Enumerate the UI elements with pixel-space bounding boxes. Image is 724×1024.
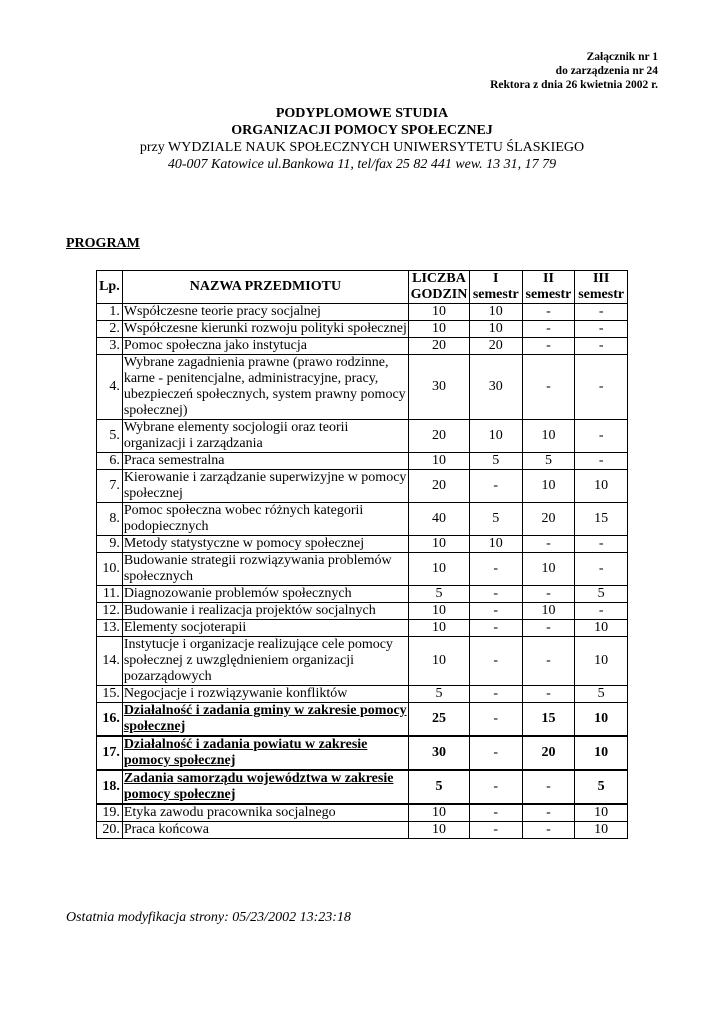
hours-total: 10 <box>409 553 470 586</box>
semester-3-hours: - <box>575 453 628 470</box>
subject-name: Negocjacje i rozwiązywanie konfliktów <box>122 686 408 703</box>
semester-2-hours: - <box>522 770 575 804</box>
table-row <box>97 553 628 586</box>
semester-1-hours: 10 <box>469 321 522 338</box>
row-number: 1. <box>97 304 123 321</box>
hours-total: 10 <box>409 620 470 637</box>
header-sem-1-line-1: I <box>493 271 499 286</box>
semester-1-hours: - <box>469 637 522 686</box>
subject-name: Instytucje i organizacje realizujące cele pomocy społecznej z uwzględnieniem organizacji pozarządowych <box>122 637 408 686</box>
subject-name: Pomoc społeczna jako instytucja <box>122 338 408 355</box>
semester-2-hours: 10 <box>522 603 575 620</box>
subject-name: Budowanie strategii rozwiązywania problemów społecznych <box>122 553 408 586</box>
semester-2-hours: 10 <box>522 470 575 503</box>
semester-2-hours: 10 <box>522 420 575 453</box>
semester-2-hours: - <box>522 355 575 420</box>
hours-total: 10 <box>409 304 470 321</box>
table-row <box>97 637 628 686</box>
table-row <box>97 822 628 839</box>
table-row <box>97 503 628 536</box>
row-number: 6. <box>97 453 123 470</box>
row-number: 9. <box>97 536 123 553</box>
semester-1-hours: 10 <box>469 304 522 321</box>
semester-1-hours: - <box>469 703 522 737</box>
semester-2-hours: - <box>522 321 575 338</box>
program-table <box>96 270 628 839</box>
semester-3-hours: 10 <box>575 822 628 839</box>
semester-2-hours: - <box>522 804 575 822</box>
subject-name: Elementy socjoterapii <box>122 620 408 637</box>
document-header <box>0 105 724 173</box>
semester-2-hours: 20 <box>522 503 575 536</box>
semester-1-hours: - <box>469 620 522 637</box>
semester-2-hours: - <box>522 822 575 839</box>
semester-3-hours: - <box>575 420 628 453</box>
hours-total: 10 <box>409 804 470 822</box>
row-number: 4. <box>97 355 123 420</box>
row-number: 2. <box>97 321 123 338</box>
row-number: 3. <box>97 338 123 355</box>
semester-1-hours: - <box>469 586 522 603</box>
semester-1-hours: 30 <box>469 355 522 420</box>
header-sem-3 <box>575 271 628 304</box>
program-heading: PROGRAM <box>66 236 140 251</box>
semester-3-hours: - <box>575 321 628 338</box>
semester-3-hours: 10 <box>575 703 628 737</box>
title-line-1: PODYPLOMOWE STUDIA <box>275 106 449 121</box>
semester-1-hours: - <box>469 822 522 839</box>
semester-2-hours: - <box>522 686 575 703</box>
table-row <box>97 703 628 737</box>
semester-3-hours: 5 <box>575 686 628 703</box>
semester-2-hours: - <box>522 620 575 637</box>
semester-1-hours: - <box>469 736 522 770</box>
subject-name: Budowanie i realizacja projektów socjalnych <box>122 603 408 620</box>
row-number: 14. <box>97 637 123 686</box>
row-number: 10. <box>97 553 123 586</box>
table-row <box>97 420 628 453</box>
hours-total: 10 <box>409 603 470 620</box>
table-row <box>97 603 628 620</box>
subject-name: Etyka zawodu pracownika socjalnego <box>122 804 408 822</box>
hours-total: 25 <box>409 703 470 737</box>
subject-name: Wybrane elementy socjologii oraz teorii organizacji i zarządzania <box>122 420 408 453</box>
semester-1-hours: 5 <box>469 503 522 536</box>
subject-name: Pomoc społeczna wobec różnych kategorii podopiecznych <box>122 503 408 536</box>
subject-name: Współczesne kierunki rozwoju polityki społecznej <box>123 321 407 336</box>
semester-3-hours: 15 <box>575 503 628 536</box>
row-number: 11. <box>97 586 123 603</box>
semester-3-hours: 10 <box>575 620 628 637</box>
semester-1-hours: - <box>469 804 522 822</box>
semester-3-hours: 5 <box>575 770 628 804</box>
header-hours-line-1: LICZBA <box>412 271 466 286</box>
table-row <box>97 736 628 770</box>
row-number: 7. <box>97 470 123 503</box>
header-sem-1-line-2: semestr <box>472 287 519 302</box>
hours-total: 20 <box>409 420 470 453</box>
semester-2-hours: - <box>522 637 575 686</box>
table-header-row <box>97 271 628 304</box>
header-sem-2-line-2: semestr <box>525 287 572 302</box>
hours-total: 20 <box>409 338 470 355</box>
subject-name: Działalność i zadania gminy w zakresie pomocy społecznej <box>123 703 407 734</box>
semester-3-hours: 10 <box>575 470 628 503</box>
semester-3-hours: 10 <box>575 637 628 686</box>
faculty-line: przy WYDZIALE NAUK SPOŁECZNYCH UNIWERSYTETU ŚLASKIEGO <box>139 140 585 155</box>
row-number: 12. <box>97 603 123 620</box>
subject-name: Praca semestralna <box>122 453 408 470</box>
subject-name: Działalność i zadania powiatu w zakresie pomocy społecznej <box>122 736 408 770</box>
annex-line-1: Załącznik nr 1 <box>586 51 658 63</box>
header-sem-3-line-2: semestr <box>578 287 625 302</box>
row-number: 8. <box>97 503 123 536</box>
hours-total: 40 <box>409 503 470 536</box>
hours-total: 5 <box>409 770 470 804</box>
row-number: 19. <box>97 804 123 822</box>
semester-1-hours: 20 <box>469 338 522 355</box>
table-row <box>97 686 628 703</box>
row-number: 20. <box>97 822 123 839</box>
hours-total: 30 <box>409 736 470 770</box>
hours-total: 10 <box>409 536 470 553</box>
table-row <box>97 586 628 603</box>
header-name: NAZWA PRZEDMIOTU <box>122 271 408 304</box>
row-number: 16. <box>97 703 123 737</box>
row-number: 13. <box>97 620 123 637</box>
row-number: 5. <box>97 420 123 453</box>
subject-name: Zadania samorządu województwa w zakresie pomocy społecznej <box>122 770 408 804</box>
table-row <box>97 453 628 470</box>
row-number: 15. <box>97 686 123 703</box>
table-row <box>97 770 628 804</box>
table-row <box>97 620 628 637</box>
semester-1-hours: - <box>469 470 522 503</box>
semester-3-hours: - <box>575 338 628 355</box>
table-row <box>97 355 628 420</box>
semester-3-hours: 10 <box>575 804 628 822</box>
semester-1-hours: - <box>469 770 522 804</box>
semester-3-hours: - <box>575 304 628 321</box>
semester-3-hours: 10 <box>575 736 628 770</box>
semester-3-hours: - <box>575 603 628 620</box>
hours-total: 10 <box>409 822 470 839</box>
subject-name: Metody statystyczne w pomocy społecznej <box>122 536 408 553</box>
table-row <box>97 470 628 503</box>
header-sem-2-line-1: II <box>543 271 554 286</box>
row-number: 17. <box>97 736 123 770</box>
hours-total: 5 <box>409 586 470 603</box>
semester-1-hours: - <box>469 603 522 620</box>
address-line: 40-007 Katowice ul.Bankowa 11, tel/fax 25 82 441 wew. 13 31, 17 79 <box>167 157 557 172</box>
semester-2-hours: - <box>522 304 575 321</box>
semester-2-hours: - <box>522 586 575 603</box>
semester-1-hours: 10 <box>469 420 522 453</box>
hours-total: 30 <box>409 355 470 420</box>
semester-3-hours: - <box>575 536 628 553</box>
header-lp: Lp. <box>97 271 123 304</box>
semester-3-hours: - <box>575 355 628 420</box>
table-body <box>97 304 628 839</box>
hours-total: 10 <box>409 637 470 686</box>
semester-1-hours: - <box>469 686 522 703</box>
semester-2-hours: 20 <box>522 736 575 770</box>
subject-name: Kierowanie i zarządzanie superwizyjne w pomocy społecznej <box>122 470 408 503</box>
hours-total: 20 <box>409 470 470 503</box>
last-modified-note: Ostatnia modyfikacja strony: 05/23/2002 13:23:18 <box>66 910 351 925</box>
annex-note <box>490 50 658 92</box>
subject-name: Diagnozowanie problemów społecznych <box>122 586 408 603</box>
semester-3-hours: - <box>575 553 628 586</box>
header-hours <box>409 271 470 304</box>
hours-total: 10 <box>409 321 470 338</box>
table-row <box>97 804 628 822</box>
table-row <box>97 321 628 338</box>
subject-name: Wybrane zagadnienia prawne (prawo rodzinne, karne - penitencjalne, administracyjne, pracy, ubezpieczeń społecznych, system prawny pomocy społecznej) <box>122 355 408 420</box>
subject-name: Współczesne teorie pracy socjalnej <box>122 304 408 321</box>
table-row <box>97 536 628 553</box>
table-row <box>97 338 628 355</box>
semester-2-hours: 5 <box>522 453 575 470</box>
semester-2-hours: 10 <box>522 553 575 586</box>
semester-2-hours: - <box>522 338 575 355</box>
hours-total: 10 <box>409 453 470 470</box>
semester-2-hours: 15 <box>522 703 575 737</box>
table-row <box>97 304 628 321</box>
annex-line-3: Rektora z dnia 26 kwietnia 2002 r. <box>490 79 658 91</box>
hours-total: 5 <box>409 686 470 703</box>
header-sem-2 <box>522 271 575 304</box>
subject-name: Praca końcowa <box>122 822 408 839</box>
semester-2-hours: - <box>522 536 575 553</box>
semester-3-hours: 5 <box>575 586 628 603</box>
semester-1-hours: 10 <box>469 536 522 553</box>
header-sem-1 <box>469 271 522 304</box>
title-line-2: ORGANIZACJI POMOCY SPOŁECZNEJ <box>231 123 493 138</box>
row-number: 18. <box>97 770 123 804</box>
annex-line-2: do zarządzenia nr 24 <box>555 65 658 77</box>
semester-1-hours: 5 <box>469 453 522 470</box>
semester-1-hours: - <box>469 553 522 586</box>
header-hours-line-2: GODZIN <box>410 287 468 302</box>
header-sem-3-line-1: III <box>592 271 610 286</box>
